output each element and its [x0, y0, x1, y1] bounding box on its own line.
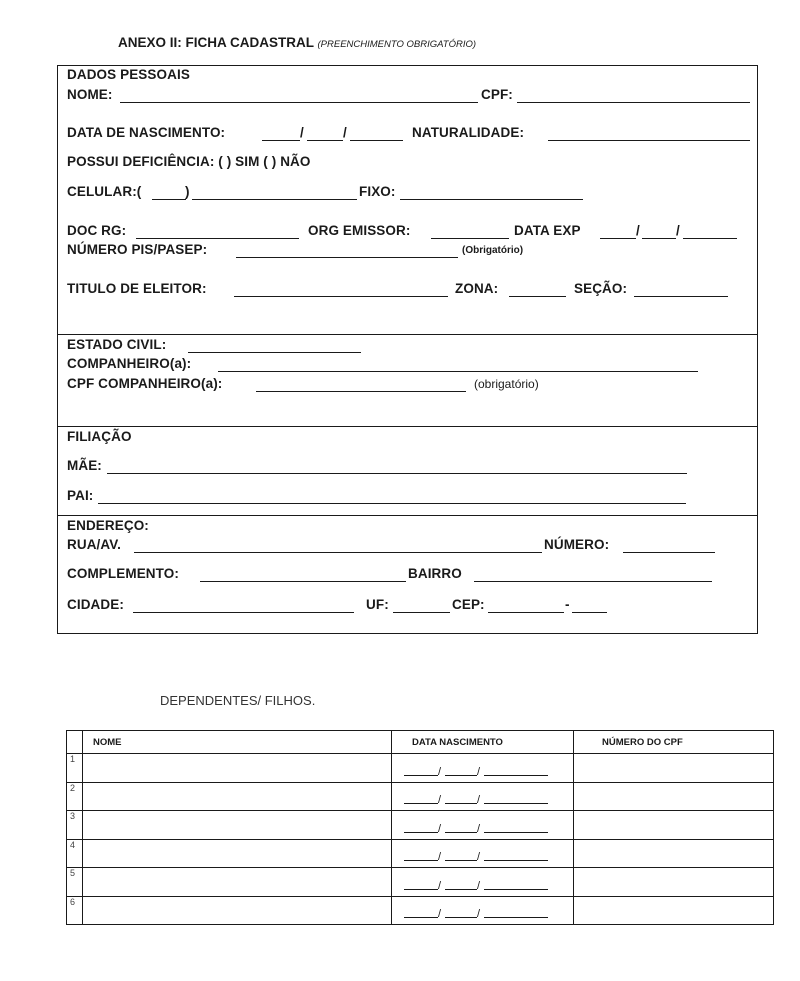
data-exp-month[interactable]: [642, 238, 676, 239]
pis-field[interactable]: [236, 257, 458, 258]
deficiencia-label[interactable]: POSSUI DEFICIÊNCIA: ( ) SIM ( ) NÃO: [67, 154, 311, 169]
cpf-companheiro-field[interactable]: [256, 391, 466, 392]
dependente-nome-cell[interactable]: [83, 754, 392, 783]
org-emissor-field[interactable]: [431, 238, 509, 239]
dependente-cpf-cell[interactable]: [574, 868, 774, 897]
row-number-header: [67, 731, 83, 754]
dependente-data-cell[interactable]: / /: [392, 811, 574, 840]
data-nascimento-label: DATA DE NASCIMENTO:: [67, 125, 226, 140]
section-dados-pessoais: DADOS PESSOAIS: [67, 67, 190, 82]
pai-label: PAI:: [67, 488, 94, 503]
fixo-field[interactable]: [400, 199, 583, 200]
cpf-companheiro-note: (obrigatório): [474, 377, 539, 391]
row-number: 5: [67, 868, 83, 897]
dependente-cpf-cell[interactable]: [574, 811, 774, 840]
dependente-data-cell[interactable]: / /: [392, 782, 574, 811]
cidade-field[interactable]: [133, 612, 354, 613]
divider-3: [57, 515, 758, 516]
cpf-label: CPF:: [481, 87, 513, 102]
pis-label: NÚMERO PIS/PASEP:: [67, 242, 208, 257]
data-exp-year[interactable]: [683, 238, 737, 239]
uf-field[interactable]: [393, 612, 450, 613]
cep-field-part2[interactable]: [572, 612, 607, 613]
bairro-field[interactable]: [474, 581, 712, 582]
form-title: [118, 35, 476, 50]
dependente-nome-cell[interactable]: [83, 896, 392, 925]
slash: /: [636, 223, 640, 238]
dependentes-table: [66, 730, 774, 925]
numero-field[interactable]: [623, 552, 715, 553]
complemento-label: COMPLEMENTO:: [67, 566, 179, 581]
rua-field[interactable]: [134, 552, 542, 553]
companheiro-label: COMPANHEIRO(a):: [67, 356, 192, 371]
dependente-cpf-cell[interactable]: [574, 896, 774, 925]
dependente-nome-cell[interactable]: [83, 868, 392, 897]
cep-label: CEP:: [452, 597, 485, 612]
numero-label: NÚMERO:: [544, 537, 610, 552]
dependente-cpf-cell[interactable]: [574, 754, 774, 783]
mae-field[interactable]: [107, 473, 687, 474]
row-number: 2: [67, 782, 83, 811]
table-row: [67, 868, 774, 897]
cpf-companheiro-label: CPF COMPANHEIRO(a):: [67, 376, 223, 391]
table-row: [67, 839, 774, 868]
rua-label: RUA/AV.: [67, 537, 121, 552]
table-row: [67, 896, 774, 925]
naturalidade-field[interactable]: [548, 140, 750, 141]
doc-rg-field[interactable]: [136, 238, 299, 239]
row-number: 6: [67, 896, 83, 925]
form-title-text: ANEXO II: FICHA CADASTRAL: [118, 35, 314, 50]
dependente-data-cell[interactable]: / /: [392, 868, 574, 897]
bairro-label: BAIRRO: [408, 566, 462, 581]
doc-rg-label: DOC RG:: [67, 223, 127, 238]
slash: /: [343, 125, 347, 140]
dependente-cpf-cell[interactable]: [574, 839, 774, 868]
companheiro-field[interactable]: [218, 371, 698, 372]
slash: /: [676, 223, 680, 238]
celular-ddd-field[interactable]: [152, 199, 186, 200]
data-nascimento-month[interactable]: [307, 140, 343, 141]
titulo-field[interactable]: [234, 296, 448, 297]
col-nome-header: NOME: [83, 731, 392, 754]
fixo-label: FIXO:: [359, 184, 396, 199]
secao-field[interactable]: [634, 296, 728, 297]
section-filiacao: FILIAÇÃO: [67, 429, 132, 444]
row-number: 3: [67, 811, 83, 840]
data-nascimento-year[interactable]: [350, 140, 403, 141]
data-exp-day[interactable]: [600, 238, 636, 239]
mae-label: MÃE:: [67, 458, 102, 473]
slash: /: [300, 125, 304, 140]
zona-field[interactable]: [509, 296, 566, 297]
table-row: [67, 811, 774, 840]
cep-field-part1[interactable]: [488, 612, 564, 613]
row-number: 1: [67, 754, 83, 783]
celular-field[interactable]: [192, 199, 357, 200]
data-nascimento-day[interactable]: [262, 140, 300, 141]
celular-close: ): [185, 184, 190, 199]
org-emissor-label: ORG EMISSOR:: [308, 223, 411, 238]
dependente-data-cell[interactable]: / /: [392, 754, 574, 783]
naturalidade-label: NATURALIDADE:: [412, 125, 525, 140]
dependente-data-cell[interactable]: / /: [392, 896, 574, 925]
divider-1: [57, 334, 758, 335]
cep-dash: -: [565, 597, 570, 612]
zona-label: ZONA:: [455, 281, 499, 296]
row-number: 4: [67, 839, 83, 868]
form-subtitle: (PREENCHIMENTO OBRIGATÓRIO): [317, 39, 477, 50]
complemento-field[interactable]: [200, 581, 406, 582]
celular-label: CELULAR:(: [67, 184, 142, 199]
pis-note: (Obrigatório): [462, 245, 524, 256]
col-data-header: DATA NASCIMENTO: [392, 731, 574, 754]
secao-label: SEÇÃO:: [574, 281, 628, 296]
table-row: [67, 754, 774, 783]
uf-label: UF:: [366, 597, 389, 612]
estado-civil-field[interactable]: [188, 352, 361, 353]
dependente-data-cell[interactable]: / /: [392, 839, 574, 868]
dependente-nome-cell[interactable]: [83, 811, 392, 840]
dependente-nome-cell[interactable]: [83, 782, 392, 811]
data-exp-label: DATA EXP: [514, 223, 581, 238]
table-row: [67, 782, 774, 811]
nome-field[interactable]: [120, 102, 478, 103]
dependente-nome-cell[interactable]: [83, 839, 392, 868]
dependente-cpf-cell[interactable]: [574, 782, 774, 811]
col-cpf-header: NÚMERO DO CPF: [574, 731, 774, 754]
cidade-label: CIDADE:: [67, 597, 124, 612]
cpf-field[interactable]: [517, 102, 750, 103]
nome-label: NOME:: [67, 87, 113, 102]
pai-field[interactable]: [98, 503, 686, 504]
dependentes-heading: DEPENDENTES/ FILHOS.: [160, 693, 316, 708]
dependentes-header-row: [67, 731, 774, 754]
estado-civil-label: ESTADO CIVIL:: [67, 337, 167, 352]
titulo-label: TITULO DE ELEITOR:: [67, 281, 207, 296]
section-endereco: ENDEREÇO:: [67, 518, 149, 533]
divider-2: [57, 426, 758, 427]
